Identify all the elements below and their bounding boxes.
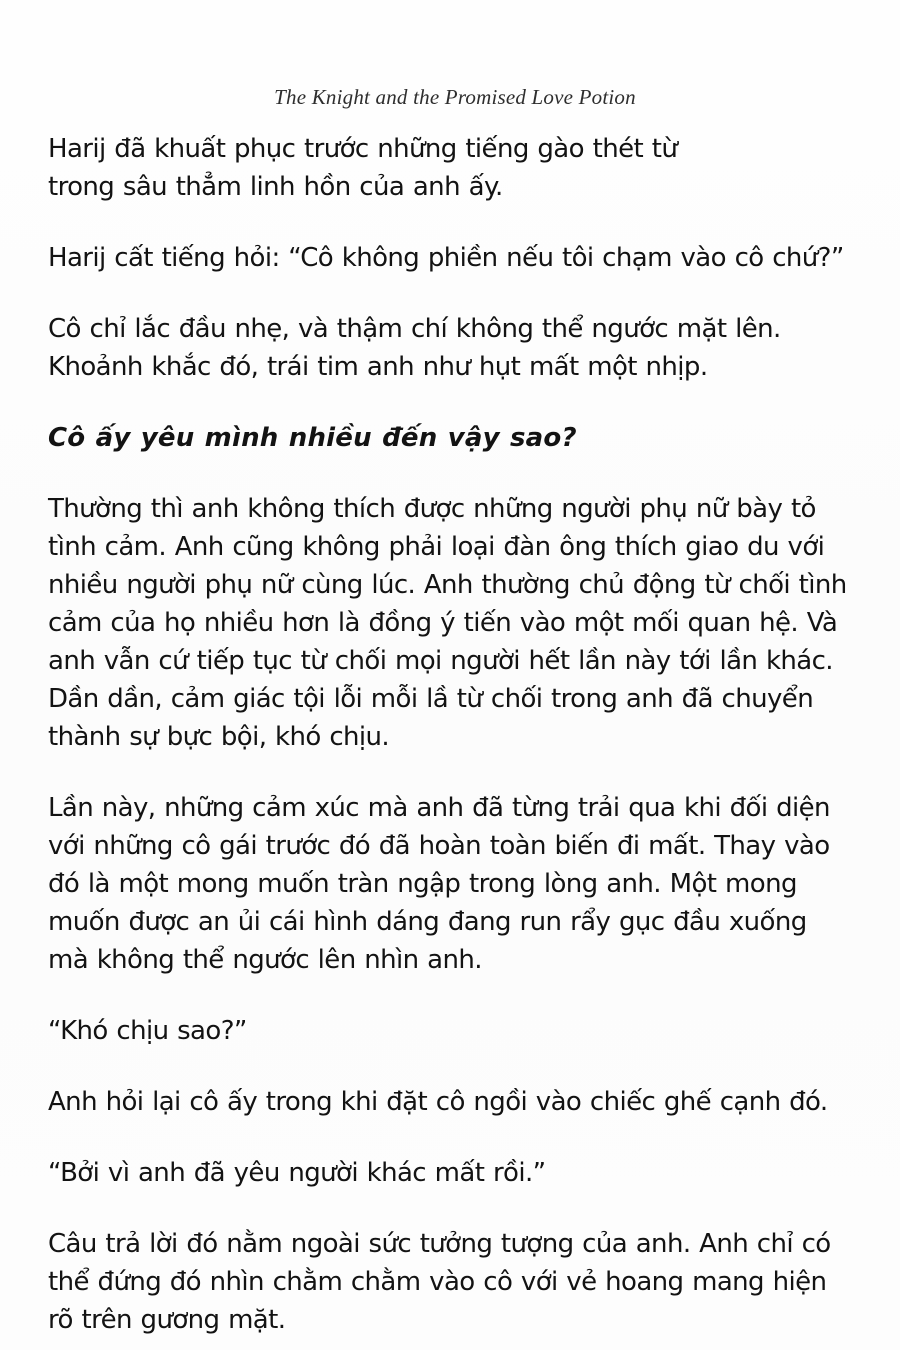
page-body	[48, 130, 862, 1339]
paragraph: Anh hỏi lại cô ấy trong khi đặt cô ngồi vào chiếc ghế cạnh đó.	[48, 1087, 828, 1117]
inner-thought-paragraph: Cô ấy yêu mình nhiều đến vậy sao?	[48, 423, 577, 453]
paragraph: Harij đã khuất phục trước những tiếng gào thét từ trong sâu thẳm linh hồn của anh ấy.	[48, 134, 678, 202]
paragraph: “Bởi vì anh đã yêu người khác mất rồi.”	[48, 1158, 546, 1188]
paragraph: Lần này, những cảm xúc mà anh đã từng trải qua khi đối diện với những cô gái trước đó đã hoàn toàn biến đi mất. Thay vào đó là một mong muốn tràn ngập trong lòng anh. Một mong muốn được an ủi cái hình dáng đang run rẩy gục đầu xuống mà không thể ngước lên nhìn anh.	[48, 793, 830, 975]
paragraph: Thường thì anh không thích được những người phụ nữ bày tỏ tình cảm. Anh cũng không phải loại đàn ông thích giao du với nhiều người phụ nữ cùng lúc. Anh thường chủ động từ chối tình cảm của họ nhiều hơn là đồng ý tiến vào một mối quan hệ. Và anh vẫn cứ tiếp tục từ chối mọi người hết lần này tới lần khác. Dần dần, cảm giác tội lỗi mỗi lầ từ chối trong anh đã chuyển thành sự bực bội, khó chịu.	[48, 494, 847, 752]
chapter-title: The Knight and the Promised Love Potion	[274, 85, 636, 109]
paragraph: “Khó chịu sao?”	[48, 1016, 247, 1046]
paragraph: Câu trả lời đó nằm ngoài sức tưởng tượng của anh. Anh chỉ có thể đứng đó nhìn chằm chằm vào cô với vẻ hoang mang hiện rõ trên gương mặt.	[48, 1229, 831, 1335]
paragraph: Cô chỉ lắc đầu nhẹ, và thậm chí không thể ngước mặt lên. Khoảnh khắc đó, trái tim anh như hụt mất một nhịp.	[48, 314, 781, 382]
paragraph: Harij cất tiếng hỏi: “Cô không phiền nếu tôi chạm vào cô chứ?”	[48, 243, 844, 273]
